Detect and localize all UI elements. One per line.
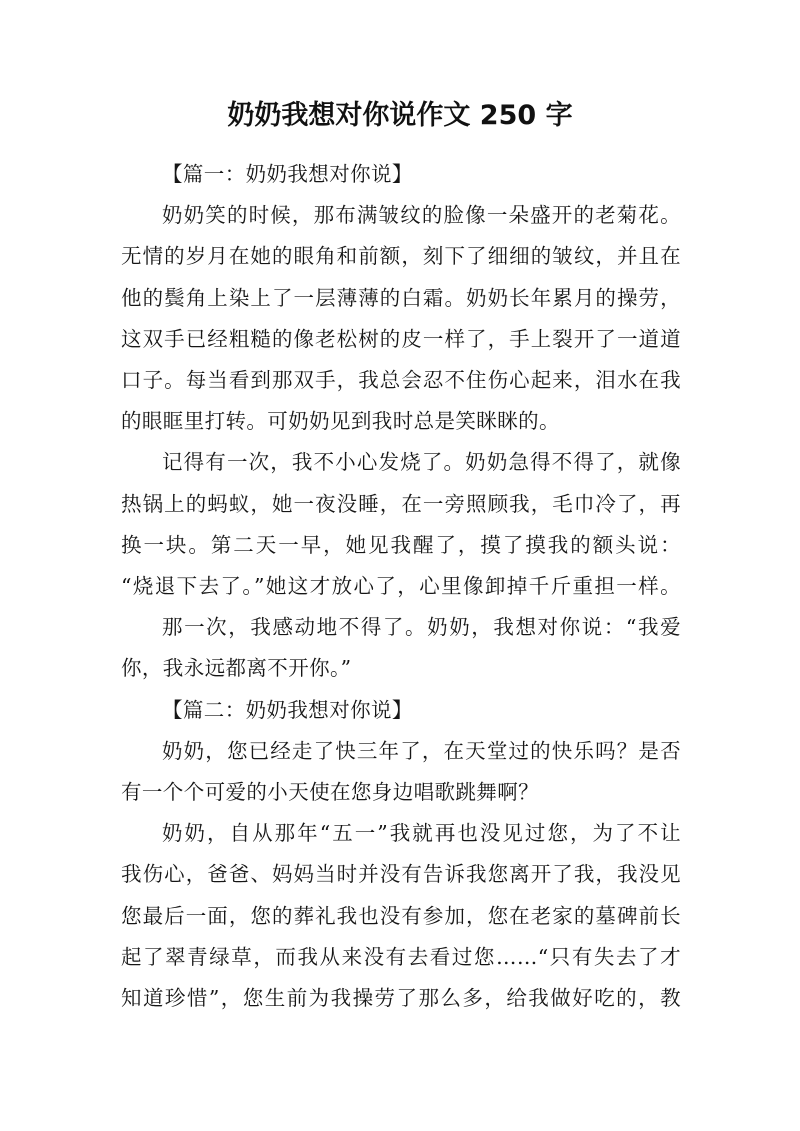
document-title: 奶奶我想对你说作文 250 字: [227, 100, 573, 131]
text-line: “烧退下去了。”她这才放心了，心里像卸掉千斤重担一样。: [121, 574, 681, 599]
text-line: 知道珍惜”，您生前为我操劳了那么多，给我做好吃的，教: [121, 986, 681, 1011]
text-line: 你，我永远都离不开你。”: [121, 656, 352, 681]
text-line: 那一次，我感动地不得了。奶奶，我想对你说：“我爱: [162, 615, 681, 640]
text-line: 这双手已经粗糙的像老松树的皮一样了，手上裂开了一道道: [121, 326, 681, 351]
text-line: 的眼眶里打转。可奶奶见到我时总是笑眯眯的。: [121, 409, 560, 434]
text-line: 我伤心，爸爸、妈妈当时并没有告诉我您离开了我，我没见: [121, 862, 681, 887]
text-line: 奶奶，自从那年“五一”我就再也没见过您，为了不让: [162, 821, 681, 846]
text-line: 热锅上的蚂蚁，她一夜没睡，在一旁照顾我，毛巾冷了，再: [121, 491, 681, 516]
text-line: 换一块。第二天一早，她见我醒了，摸了摸我的额头说：: [121, 532, 681, 557]
text-line: 记得有一次，我不小心发烧了。奶奶急得不得了，就像: [162, 450, 681, 475]
document-body: [121, 154, 681, 1019]
section-heading: 【篇二：奶奶我想对你说】: [162, 697, 413, 722]
text-line: 有一个个可爱的小天使在您身边唱歌跳舞啊？: [121, 780, 539, 805]
text-line: 奶奶，您已经走了快三年了，在天堂过的快乐吗？是否: [162, 738, 681, 763]
text-line: 口子。每当看到那双手，我总会忍不住伤心起来，泪水在我: [121, 368, 681, 393]
section-heading: 【篇一：奶奶我想对你说】: [162, 162, 413, 186]
text-line: 无情的岁月在她的眼角和前额，刻下了细细的皱纹，并且在: [121, 244, 681, 269]
text-line: 奶奶笑的时候，那布满皱纹的脸像一朵盛开的老菊花。: [162, 203, 681, 228]
text-line: 他的鬓角上染上了一层薄薄的白霜。奶奶长年累月的操劳，: [121, 285, 681, 310]
text-line: 起了翠青绿草，而我从来没有去看过您……“只有失去了才: [121, 944, 681, 969]
text-line: 您最后一面，您的葬礼我也没有参加，您在老家的墓碑前长: [121, 903, 681, 928]
